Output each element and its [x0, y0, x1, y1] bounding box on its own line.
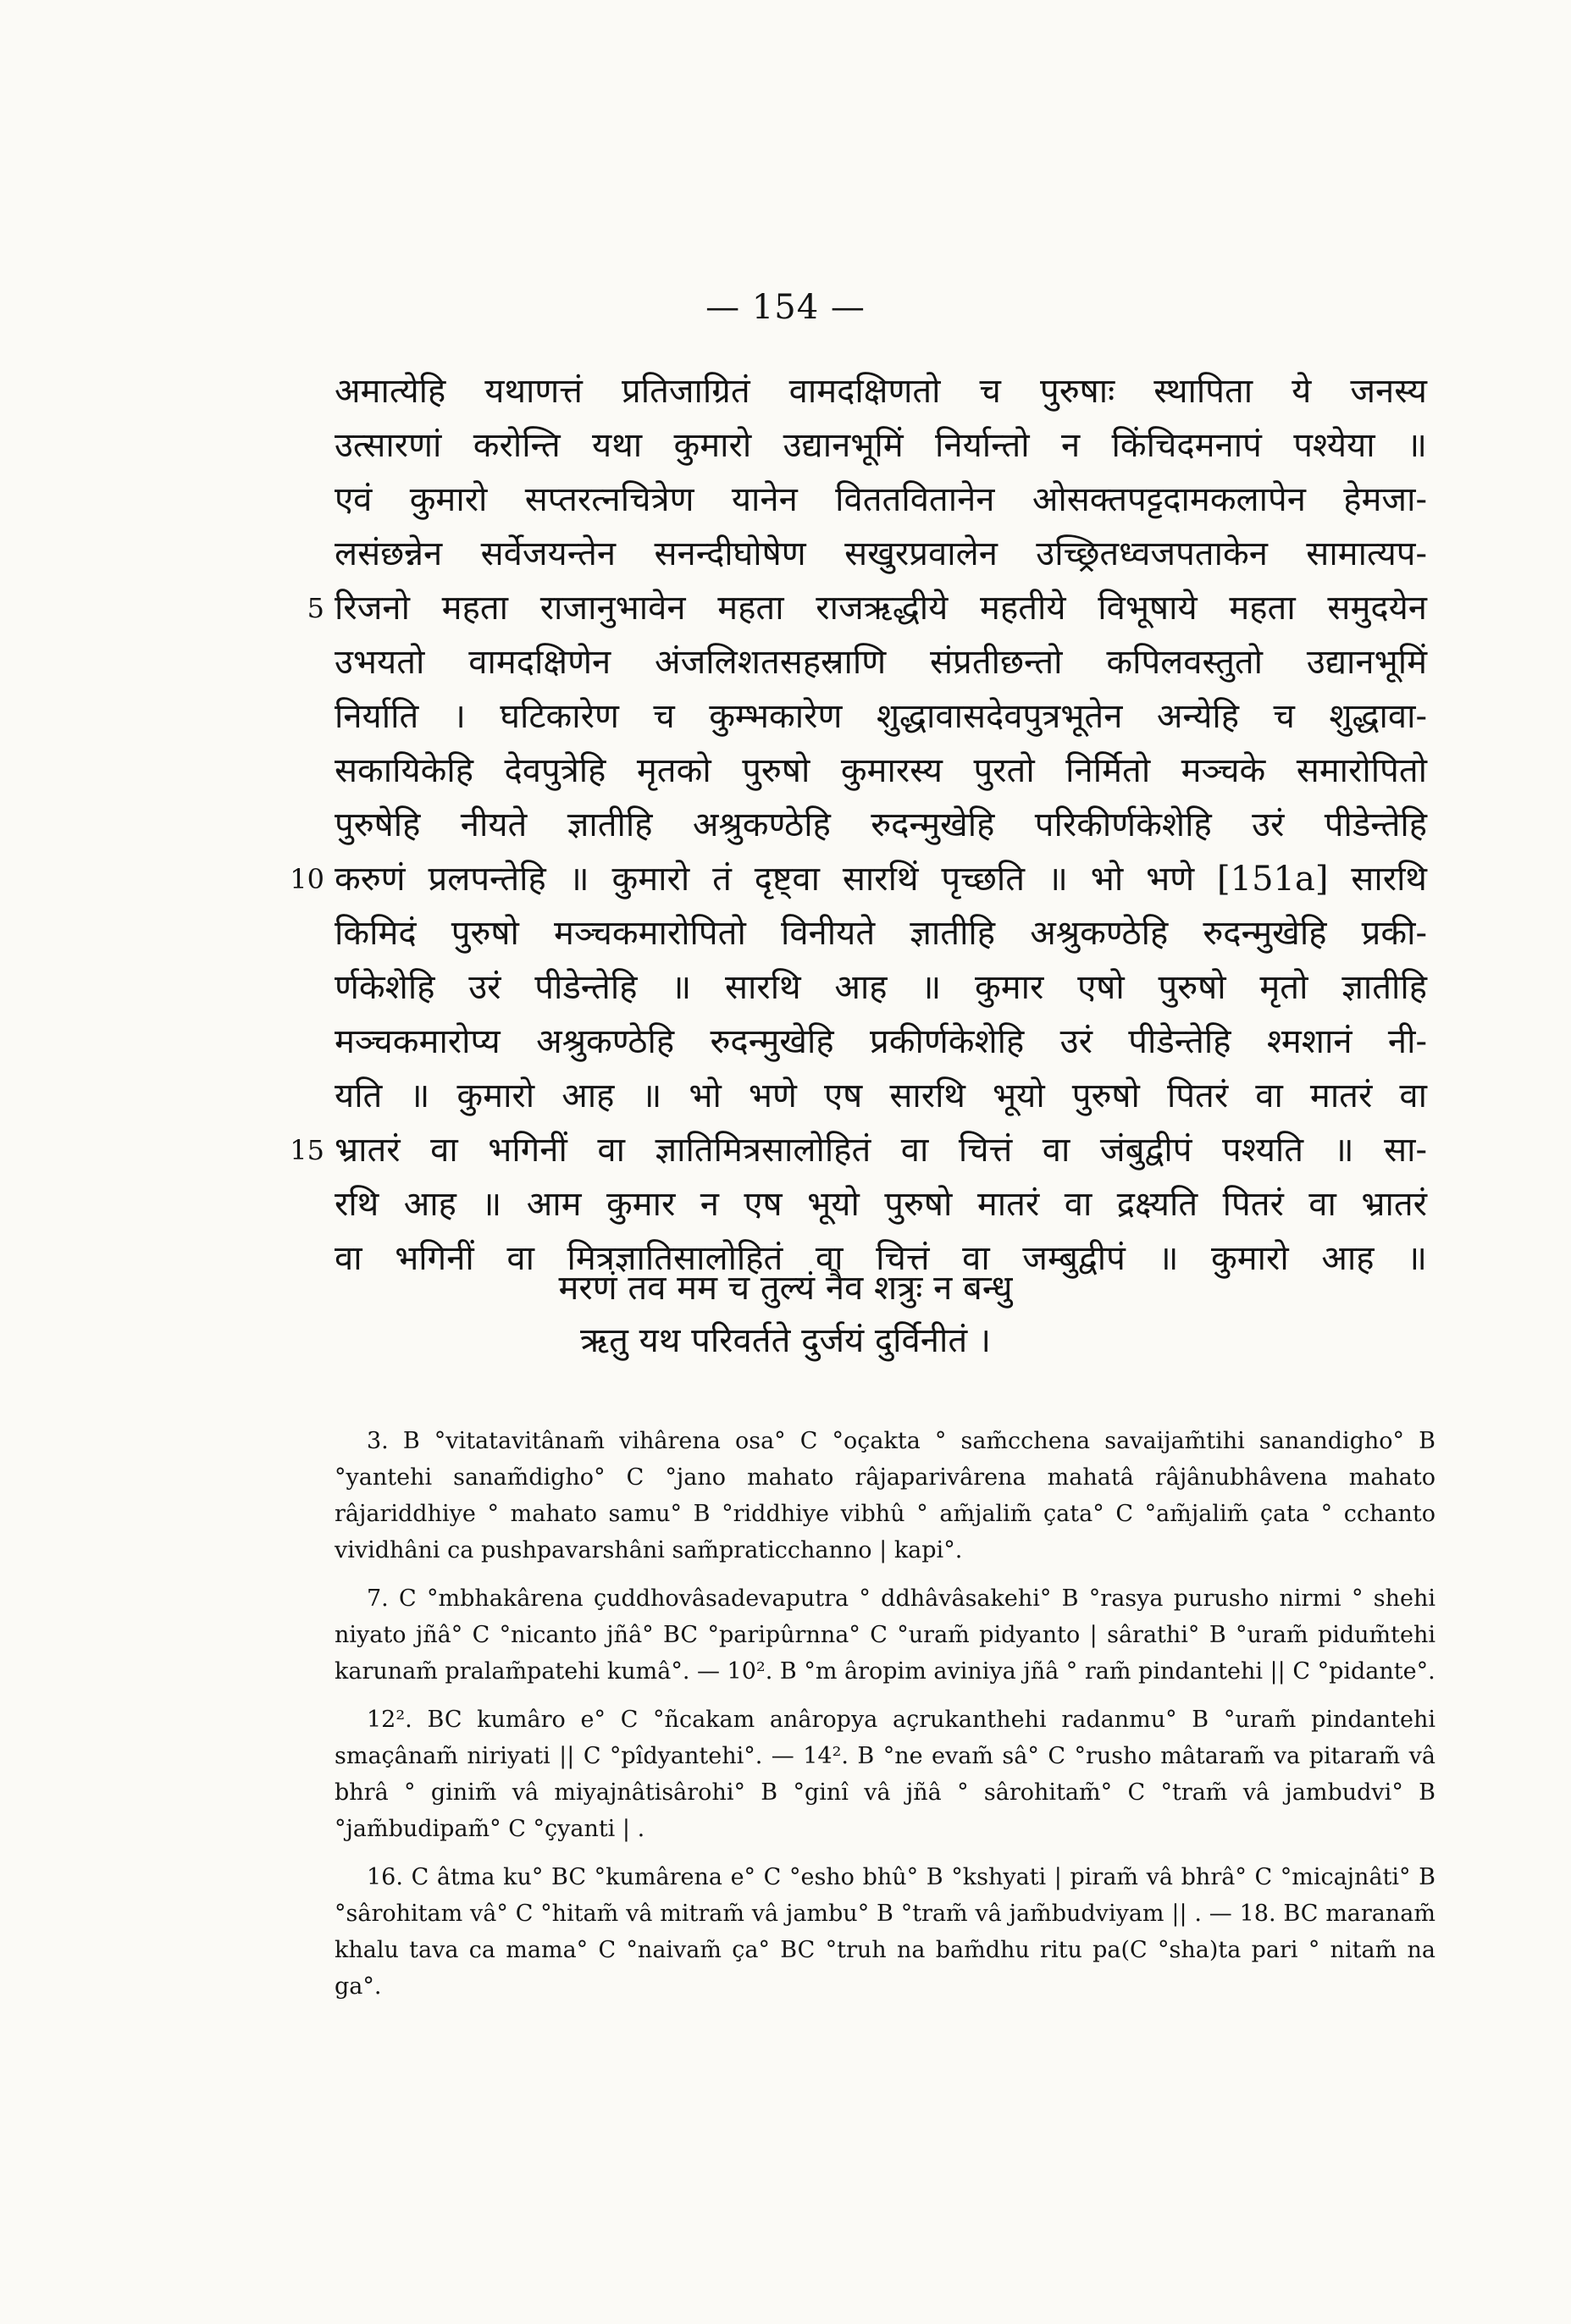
verse-line-text: सकायिकेहि देवपुत्रेहि मृतको पुरुषो कुमारस्य पुरतो निर्मितो मञ्चके समारोपितो — [335, 751, 1427, 790]
verse-line-text: किमिदं पुरुषो मञ्चकमारोपितो विनीयते ज्ञातीहि अश्रुकण्ठेहि रुदन्मुखेहि प्रकी- — [335, 914, 1427, 953]
verse-line-text: मञ्चकमारोप्य अश्रुकण्ठेहि रुदन्मुखेहि प्रकीर्णकेशेहि उरं पीडेन्तेहि श्मशानं नी- — [335, 1022, 1427, 1061]
verse-text — [290, 364, 1427, 1286]
footnote: 16. C âtma ku° BC °kumârena e° C °esho bhû° B °kshyati | piram̃ vâ bhrâ° C °micajnâti° B °sârohitam vâ° C °hitam̃ vâ mitram̃ vâ jambu° B °tram̃ vâ jam̃budviyam || . — 18. BC maranam̃ khalu tava ca mama° C °naivam̃ ça° BC °truh na bam̃dhu ritu pa(C °sha)ta pari ° nitam̃ na ga°. — [335, 1864, 1435, 2000]
verse-line-text: भ्रातरं वा भगिनीं वा ज्ञातिमित्रसालोहितं वा चित्तं वा जंबुद्वीपं पश्यति ॥ सा- — [335, 1131, 1427, 1170]
verse-line-text: निर्याति । घटिकारेण च कुम्भकारेण शुद्धावासदेवपुत्रभूतेन अन्येहि च शुद्धावा- — [335, 697, 1427, 736]
verse-line — [335, 527, 1427, 581]
verse-line — [335, 906, 1427, 960]
verse-line-text: र्णकेशेहि उरं पीडेन्तेहि ॥ सारथि आह ॥ कुमार एषो पुरुषो मृतो ज्ञातीहि — [335, 968, 1427, 1007]
verse-line-text: लसंछन्नेन सर्वेजयन्तेन सनन्दीघोषेण सखुरप्रवालेन उच्छ्रितध्वजपताकेन सामात्यप- — [335, 534, 1427, 573]
verse-line-text: यति ॥ कुमारो आह ॥ भो भणे एष सारथि भूयो पुरुषो पितरं वा मातरं वा — [335, 1076, 1427, 1115]
verse-line-text: उत्सारणां करोन्ति यथा कुमारो उद्यानभूमिं निर्यान्तो न किंचिदमनापं पश्येया ॥ — [335, 426, 1427, 465]
stanza-line: ऋतु यथ परिवर्तते दुर्जयं दुर्विनीतं । — [579, 1321, 991, 1360]
verse-line — [335, 689, 1427, 744]
verse-line-text: करुणं प्रलपन्तेहि ॥ कुमारो तं दृष्ट्वा सारथिं पृच्छति ॥ भो भणे [151a] सारथि — [335, 860, 1427, 899]
verse-line — [335, 1069, 1427, 1123]
footnote: 7. C °mbhakârena çuddhovâsadevaputra ° ddhâvâsakehi° B °rasya purusho nirmi ° shehi niyato jñâ° C °nicanto jñâ° BC °paripûrnna° C °uram̃ pidyanto | sârathi° B °uram̃ pidum̃tehi karunam̃ pralam̃patehi kumâ°. — 10². B °m âropim aviniya jñâ ° ram̃ pindantehi || C °pidante°. — [335, 1585, 1435, 1685]
verse-line — [335, 364, 1427, 418]
footnote: 3. B °vitatavitânam̃ vihârena osa° C °oçakta ° sam̃cchena savaijam̃tihi sanandigho° B °yantehi sanam̃digho° C °jano mahato râjaparivârena mahatâ râjânubhâvena mahato râjariddhiye ° mahato samu° B °riddhiye vibhû ° am̃jalim̃ çata° C °am̃jalim̃ çata ° cchanto vividhâni ca pushpavarshâni sam̃praticchanno | kapi°. — [335, 1428, 1435, 1563]
verse-line-text: पुरुषेहि नीयते ज्ञातीहि अश्रुकण्ठेहि रुदन्मुखेहि परिकीर्णकेशेहि उरं पीडेन्तेहि — [335, 805, 1427, 844]
verse-line — [335, 1015, 1427, 1069]
verse-line — [290, 1123, 1427, 1177]
line-number: 5 — [307, 592, 324, 624]
verse-line — [335, 960, 1427, 1015]
verse-line — [335, 798, 1427, 852]
stanza-line: मरणं तव मम च तुल्यं नैव शत्रुः न बन्धु — [558, 1269, 1013, 1308]
verse-line — [335, 744, 1427, 798]
footnote: 12². BC kumâro e° C °ñcakam anâropya açrukanthehi radanmu° B °uram̃ pindantehi smaçânam̃ niriyati || C °pîdyantehi°. — 14². B °ne evam̃ sâ° C °rusho mâtaram̃ va pitaram̃ vâ bhrâ ° ginim̃ vâ miyajnâtisârohi° B °ginî vâ jñâ ° sârohitam̃° C °tram̃ vâ jambudvi° B °jam̃budipam̃° C °çyanti | . — [335, 1707, 1435, 1842]
verse-line-text: उभयतो वामदक्षिणेन अंजलिशतसहस्राणि संप्रतीछन्तो कपिलवस्तुतो उद्यानभूमिं — [335, 643, 1427, 682]
line-number: 10 — [290, 863, 324, 895]
verse-line — [335, 473, 1427, 527]
verse-line — [335, 635, 1427, 689]
page-number: — 154 — — [705, 288, 866, 327]
line-number: 15 — [290, 1134, 324, 1166]
verse-line-text: एवं कुमारो सप्तरत्नचित्रेण यानेन विततवितानेन ओसक्तपट्टदामकलापेन हेमजा- — [335, 480, 1427, 519]
verse-line-text: रिजनो महता राजानुभावेन महता राजऋद्धीये महतीये विभूषाये महता समुदयेन — [335, 589, 1427, 628]
critical-apparatus — [335, 1423, 1435, 2017]
verse-line-text: अमात्येहि यथाणत्तं प्रतिजाग्रितं वामदक्षिणतो च पुरुषाः स्थापिता ये जनस्य — [335, 372, 1427, 411]
verse-line — [307, 581, 1427, 635]
verse-line-text: वा भगिनीं वा मित्रज्ञातिसालोहितं वा चित्तं वा जम्बुद्वीपं ॥ कुमारो आह ॥ — [335, 1239, 1427, 1278]
verse-line-text: रथि आह ॥ आम कुमार न एष भूयो पुरुषो मातरं वा द्रक्ष्यति पितरं वा भ्रातरं — [335, 1185, 1427, 1224]
verse-line — [335, 418, 1427, 473]
verse-line — [290, 852, 1427, 906]
verse-line — [335, 1177, 1427, 1231]
verse-stanza — [0, 1262, 1571, 1367]
